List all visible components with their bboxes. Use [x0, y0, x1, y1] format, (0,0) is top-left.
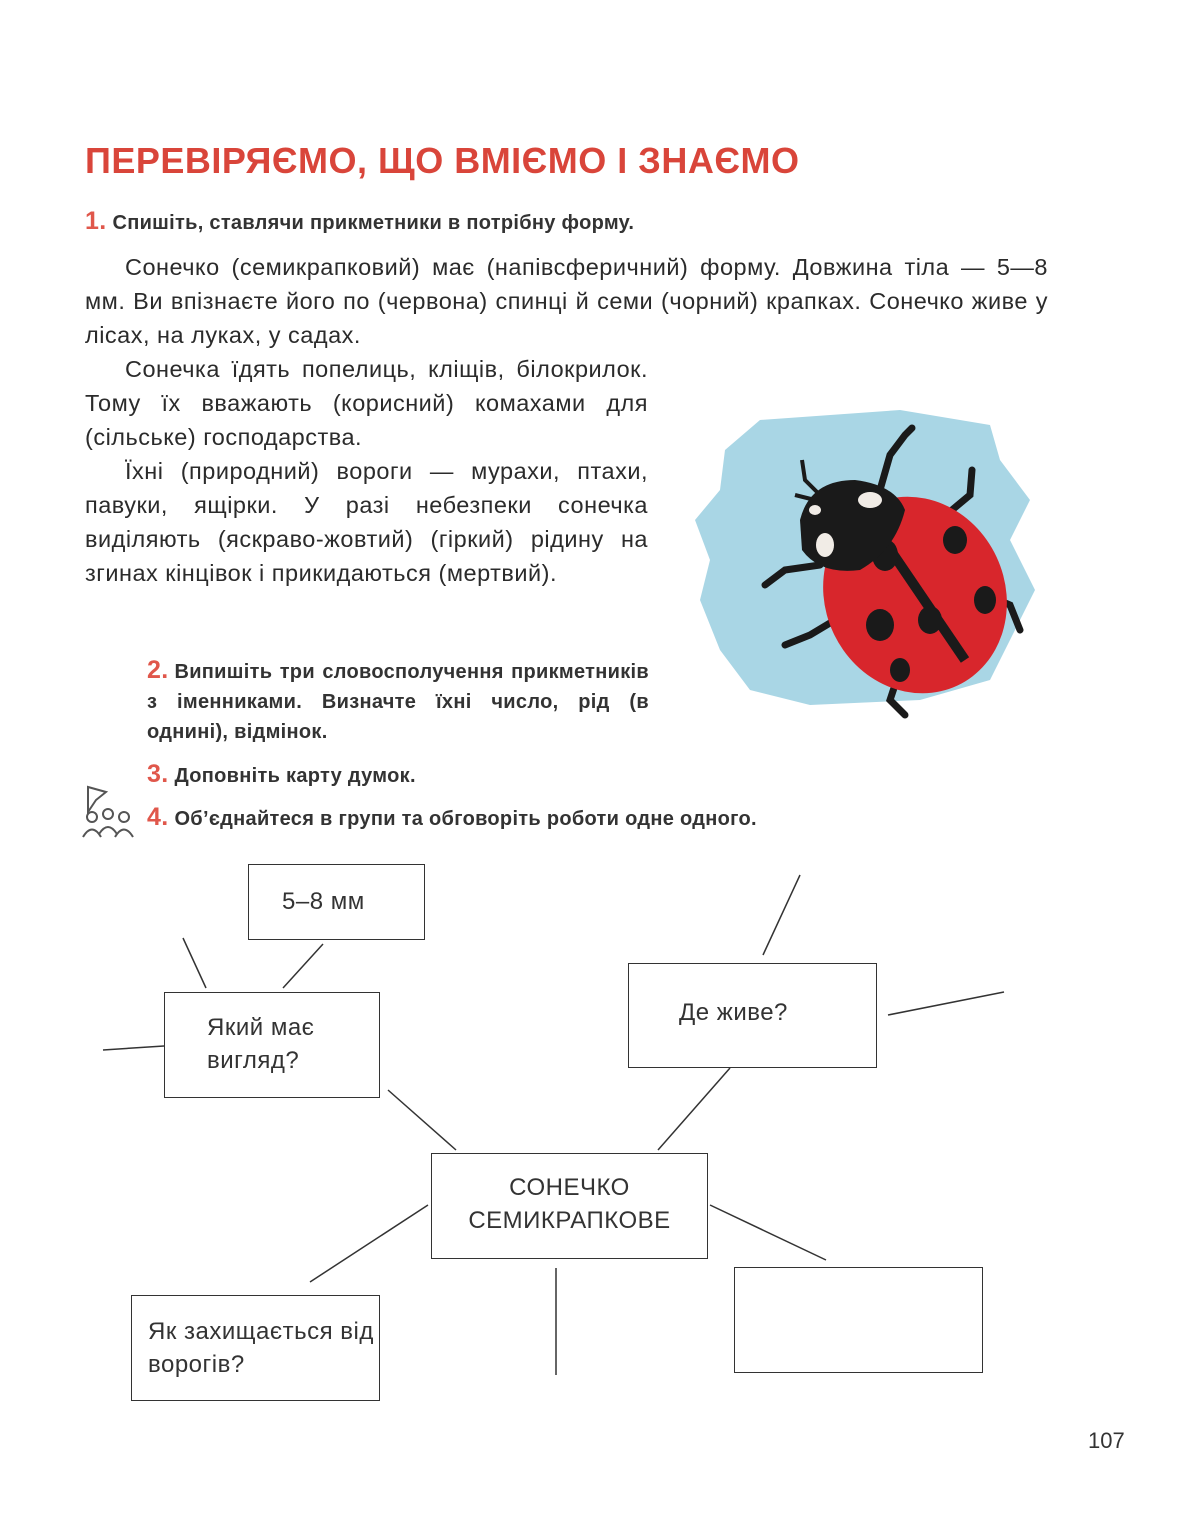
mind-map-size-text: 5–8 мм	[282, 888, 365, 915]
mind-map-empty-box	[734, 1267, 983, 1373]
mind-map-appearance-text: Який має вигляд?	[207, 1014, 315, 1074]
mind-map-center-box	[431, 1153, 708, 1259]
paragraph-2: Сонечка їдять попелиць, кліщів, білокрилок. Тому їх вважають (корисний) комахами для (сільське) господарства.	[85, 356, 648, 450]
mind-map-size-box	[248, 864, 425, 940]
mind-map-defense-box	[131, 1295, 380, 1401]
paragraph-1: Сонечко (семикрапковий) має (напівсферичний) форму. Довжина тіла — 5—8 мм. Ви впізнаєте його по (червона) спинці й семи (чорний) крапках. Сонечко живе у лісах, на луках, у садах.	[85, 254, 1048, 348]
task-1-text: Спишіть, ставлячи прикметники в потрібну форму.	[112, 212, 635, 234]
task-3-text: Доповніть карту думок.	[174, 765, 416, 787]
mind-map-habitat-box	[628, 963, 877, 1068]
task-4-number: 4.	[147, 803, 169, 831]
mind-map-appearance-box	[164, 992, 380, 1098]
task-2-text: Випишіть три словосполучення прикметників з іменниками. Визначте їхні число, рід (в однині), відмінок.	[147, 661, 649, 743]
page-number: 107	[1088, 1428, 1125, 1453]
mind-map-defense-text: Як захищається від ворогів?	[148, 1318, 374, 1378]
page-title: ПЕРЕВІРЯЄМО, ЩО ВМІЄМО І ЗНАЄМО	[85, 140, 800, 181]
task-3-number: 3.	[147, 760, 169, 788]
task-2-number: 2.	[147, 656, 169, 684]
paragraph-3: Їхні (природний) вороги — мурахи, птахи, павуки, ящірки. У разі небезпеки сонечка виділяють (яскраво-жовтий) (гіркий) рідину на згинах кінцівок і прикидаються (мертвий).	[85, 458, 648, 586]
mind-map-habitat-text: Де живе?	[679, 999, 788, 1026]
task-4-text: Об’єднайтеся в групи та обговоріть роботи одне одного.	[174, 808, 757, 830]
mind-map-center-text: СОНЕЧКО СЕМИКРАПКОВЕ	[468, 1174, 671, 1234]
task-1-number: 1.	[85, 207, 107, 235]
